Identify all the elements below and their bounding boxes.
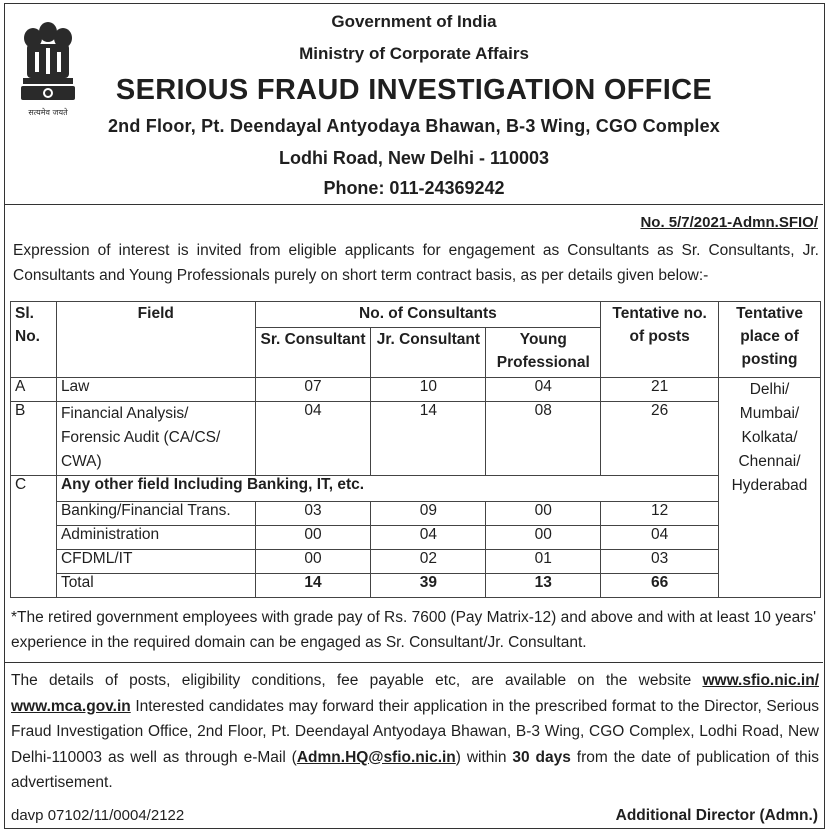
table-row: [11, 402, 821, 476]
reference-number: No. 5/7/2021-Admn.SFIO/: [640, 214, 818, 231]
table-row-total: [11, 574, 821, 598]
details-text-1: The details of posts, eligibility conditions, fee payable etc, are available on the website: [11, 672, 703, 689]
row-sr: 04: [255, 402, 371, 476]
signatory: Additional Director (Admn.): [615, 807, 818, 824]
details-paragraph: [11, 668, 819, 796]
row-young: 04: [486, 378, 601, 402]
header-field: Field: [56, 302, 255, 378]
row-field: Administration: [56, 526, 255, 550]
row-jr: 09: [371, 502, 486, 526]
details-text-3: ) within: [455, 748, 513, 766]
footnote: *The retired government employees with grade pay of Rs. 7600 (Pay Matrix-12) and above and with at least 10 years' experience in the required domain can be engaged as Sr. Consultant/Jr. Consultant.: [11, 609, 817, 651]
consultants-table: [10, 301, 821, 598]
deadline: 30 days: [512, 748, 571, 766]
govt-line: Government of India: [331, 12, 497, 31]
header-young-professional: Young Professional: [486, 328, 601, 378]
header-jr-consultant: Jr. Consultant: [371, 328, 486, 378]
header: [5, 4, 823, 205]
ministry-line: Ministry of Corporate Affairs: [299, 44, 529, 63]
phone-line: Phone: 011-24369242: [323, 178, 505, 198]
email-link[interactable]: Admn.HQ@sfio.nic.in: [296, 748, 456, 766]
address-line-1: 2nd Floor, Pt. Deendayal Antyodaya Bhawan, B-3 Wing, CGO Complex: [107, 116, 721, 136]
row-jr: 14: [371, 402, 486, 476]
divider: [5, 662, 823, 663]
total-young: 13: [486, 574, 601, 598]
row-sl: B: [11, 402, 57, 476]
group-c-title: Any other field Including Banking, IT, etc.: [56, 476, 718, 502]
row-young: 00: [486, 502, 601, 526]
header-tentative-place: Tentative place of posting: [719, 302, 821, 378]
davp-code: davp 07102/11/0004/2122: [11, 807, 185, 824]
row-jr: 04: [371, 526, 486, 550]
row-sr: 07: [255, 378, 371, 402]
row-sr: 00: [255, 550, 371, 574]
row-posts: 04: [601, 526, 719, 550]
place-of-posting: Delhi/ Mumbai/ Kolkata/ Chennai/ Hyderabad: [719, 378, 821, 598]
header-tentative-posts: Tentative no. of posts: [601, 302, 719, 378]
row-sr: 03: [255, 502, 371, 526]
table-row: [11, 476, 821, 502]
total-jr: 39: [371, 574, 486, 598]
table-row: [11, 526, 821, 550]
total-sr: 14: [255, 574, 371, 598]
details-text-4: from the date of publication of this advertisement.: [11, 748, 819, 791]
row-posts: 26: [601, 402, 719, 476]
row-jr: 02: [371, 550, 486, 574]
row-posts: 03: [601, 550, 719, 574]
row-field: CFDML/IT: [56, 550, 255, 574]
advertisement: [4, 3, 825, 829]
table-row: [11, 378, 821, 402]
row-sr: 00: [255, 526, 371, 550]
website-link-mca[interactable]: www.mca.gov.in: [11, 697, 131, 715]
emblem-caption: सत्यमेव जयते: [28, 108, 68, 117]
row-young: 08: [486, 402, 601, 476]
row-field: Banking/Financial Trans.: [56, 502, 255, 526]
website-link-sfio[interactable]: www.sfio.nic.in/: [702, 672, 819, 689]
total-label: Total: [56, 574, 255, 598]
row-field: Law: [56, 378, 255, 402]
row-posts: 21: [601, 378, 719, 402]
office-title: SERIOUS FRAUD INVESTIGATION OFFICE: [115, 74, 713, 106]
row-posts: 12: [601, 502, 719, 526]
row-field: Financial Analysis/ Forensic Audit (CA/CS/ CWA): [56, 402, 255, 476]
row-young: 00: [486, 526, 601, 550]
header-no-of-consultants: No. of Consultants: [255, 302, 601, 328]
row-sl: A: [11, 378, 57, 402]
header-sr-consultant: Sr. Consultant: [255, 328, 371, 378]
total-posts: 66: [601, 574, 719, 598]
address-line-2: Lodhi Road, New Delhi - 110003: [278, 148, 550, 168]
row-sl: C: [11, 476, 57, 598]
table-row: [11, 502, 821, 526]
details-text-2: Interested candidates may forward their application in the prescribed format to the Director, Serious Fraud Investigation Office, 2nd Floor, Pt. Deendayal Antyodaya Bhawan, B-3 Wing, CGO Complex, Lodhi Road, New Delhi-110003 as well as through e-Mail (: [11, 697, 819, 766]
table-row: [11, 550, 821, 574]
row-jr: 10: [371, 378, 486, 402]
header-sl-no: Sl. No.: [11, 302, 57, 378]
row-young: 01: [486, 550, 601, 574]
intro-paragraph: Expression of interest is invited from eligible applicants for engagement as Consultants as Sr. Consultants, Jr. Consultants and Young Professionals purely on short term contract basis, as per details given below:-: [13, 242, 819, 284]
